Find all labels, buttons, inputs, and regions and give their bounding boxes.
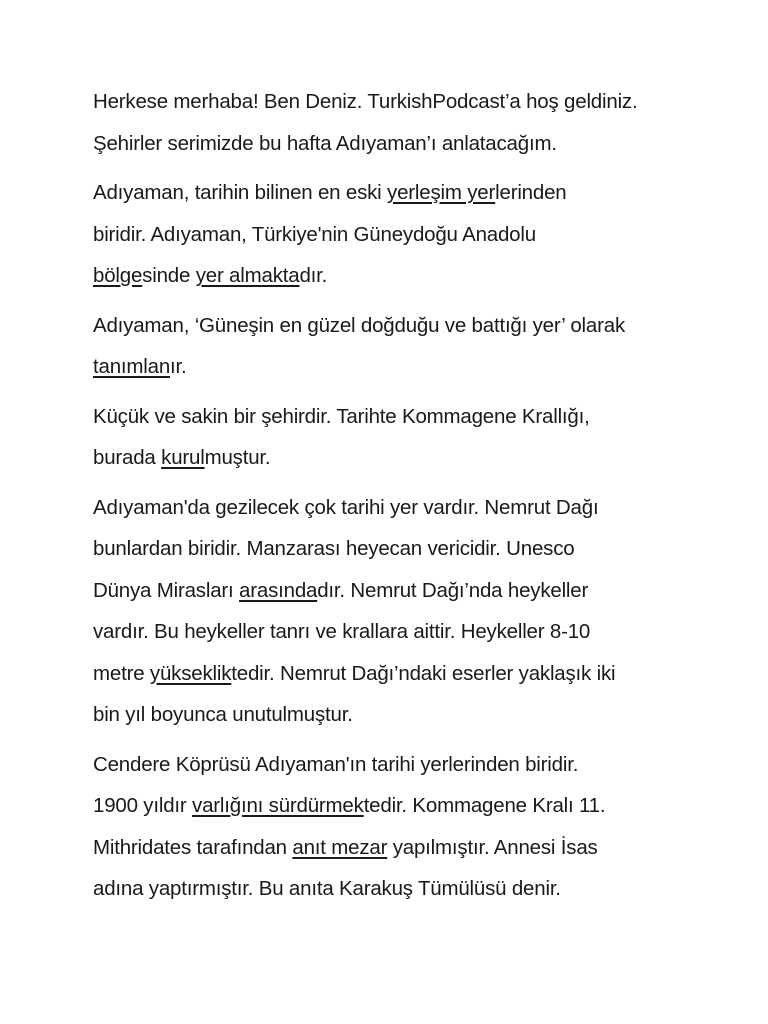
text-line: [93, 255, 693, 297]
text-line: [93, 653, 693, 695]
underlined-vocabulary: yükseklik: [149, 661, 232, 685]
text-segment: lerinden: [495, 181, 567, 204]
text-segment: Adıyaman, tarihin bilinen en eski: [93, 181, 388, 204]
text-segment: Herkese merhaba! Ben Deniz. TurkishPodcast’a hoş geldiniz.: [93, 90, 638, 113]
text-segment: sinde: [142, 264, 196, 287]
text-segment: Adıyaman'da gezilecek çok tarihi yer vardır. Nemrut Dağı: [93, 495, 599, 519]
paragraph: [93, 172, 693, 297]
text-line: [93, 305, 693, 347]
paragraph: [93, 81, 693, 164]
text-segment: bunlardan biridir. Manzarası heyecan vericidir. Unesco: [93, 537, 575, 560]
text-segment: dır.: [299, 264, 328, 287]
text-line: [93, 785, 693, 827]
document-body: [93, 81, 693, 918]
text-segment: yapılmıştır. Annesi İsas: [387, 835, 598, 859]
text-line: [93, 214, 693, 256]
text-segment: dır. Nemrut Dağı’nda heykeller: [317, 578, 589, 602]
text-segment: bin yıl boyunca unutulmuştur.: [93, 703, 353, 726]
text-segment: Mithridates tarafından: [93, 835, 293, 859]
text-segment: ır.: [170, 355, 187, 378]
underlined-vocabulary: kurul: [161, 446, 205, 469]
paragraph: [93, 487, 693, 736]
text-line: [93, 487, 693, 529]
text-line: [93, 346, 693, 388]
text-line: [93, 437, 693, 479]
text-line: [93, 744, 693, 786]
text-segment: adına yaptırmıştır. Bu anıta Karakuş Tümülüsü denir.: [93, 877, 561, 900]
text-line: [93, 172, 693, 214]
paragraph: [93, 305, 693, 388]
text-segment: metre: [93, 661, 150, 685]
text-line: [93, 694, 693, 736]
underlined-vocabulary: yer almakta: [195, 264, 300, 287]
text-segment: Cendere Köprüsü Adıyaman'ın tarihi yerlerinden biridir.: [93, 752, 579, 776]
underlined-vocabulary: tanımlan: [93, 355, 171, 378]
text-segment: tedir. Kommagene Kralı 11.: [363, 794, 606, 817]
text-segment: tedir. Nemrut Dağı’ndaki eserler yaklaşık iki: [231, 661, 616, 685]
text-segment: burada: [93, 446, 162, 469]
text-line: [93, 611, 693, 653]
text-line: [93, 868, 693, 910]
underlined-vocabulary: arasında: [239, 578, 318, 602]
underlined-vocabulary: yerleşim yer: [387, 181, 496, 204]
text-segment: Dünya Mirasları: [93, 578, 240, 602]
text-line: [93, 396, 693, 438]
text-line: [93, 570, 693, 612]
paragraph: [93, 744, 693, 910]
text-segment: muştur.: [204, 446, 271, 469]
underlined-vocabulary: bölge: [93, 264, 143, 287]
text-segment: 1900 yıldır: [93, 794, 193, 817]
text-segment: Şehirler serimizde bu hafta Adıyaman’ı anlatacağım.: [93, 131, 557, 155]
text-line: [93, 528, 693, 570]
text-segment: biridir. Adıyaman, Türkiye'nin Güneydoğu Anadolu: [93, 222, 536, 246]
text-segment: vardır. Bu heykeller tanrı ve krallara aittir. Heykeller 8-10: [93, 620, 591, 643]
text-line: [93, 123, 693, 165]
underlined-vocabulary: anıt mezar: [292, 835, 388, 859]
paragraph: [93, 396, 693, 479]
text-line: [93, 827, 693, 869]
text-segment: Küçük ve sakin bir şehirdir. Tarihte Kommagene Krallığı,: [93, 404, 590, 428]
underlined-vocabulary: varlığını sürdürmek: [192, 794, 364, 817]
text-line: [93, 81, 693, 123]
text-segment: Adıyaman, ‘Güneşin en güzel doğduğu ve battığı yer’ olarak: [93, 313, 625, 337]
